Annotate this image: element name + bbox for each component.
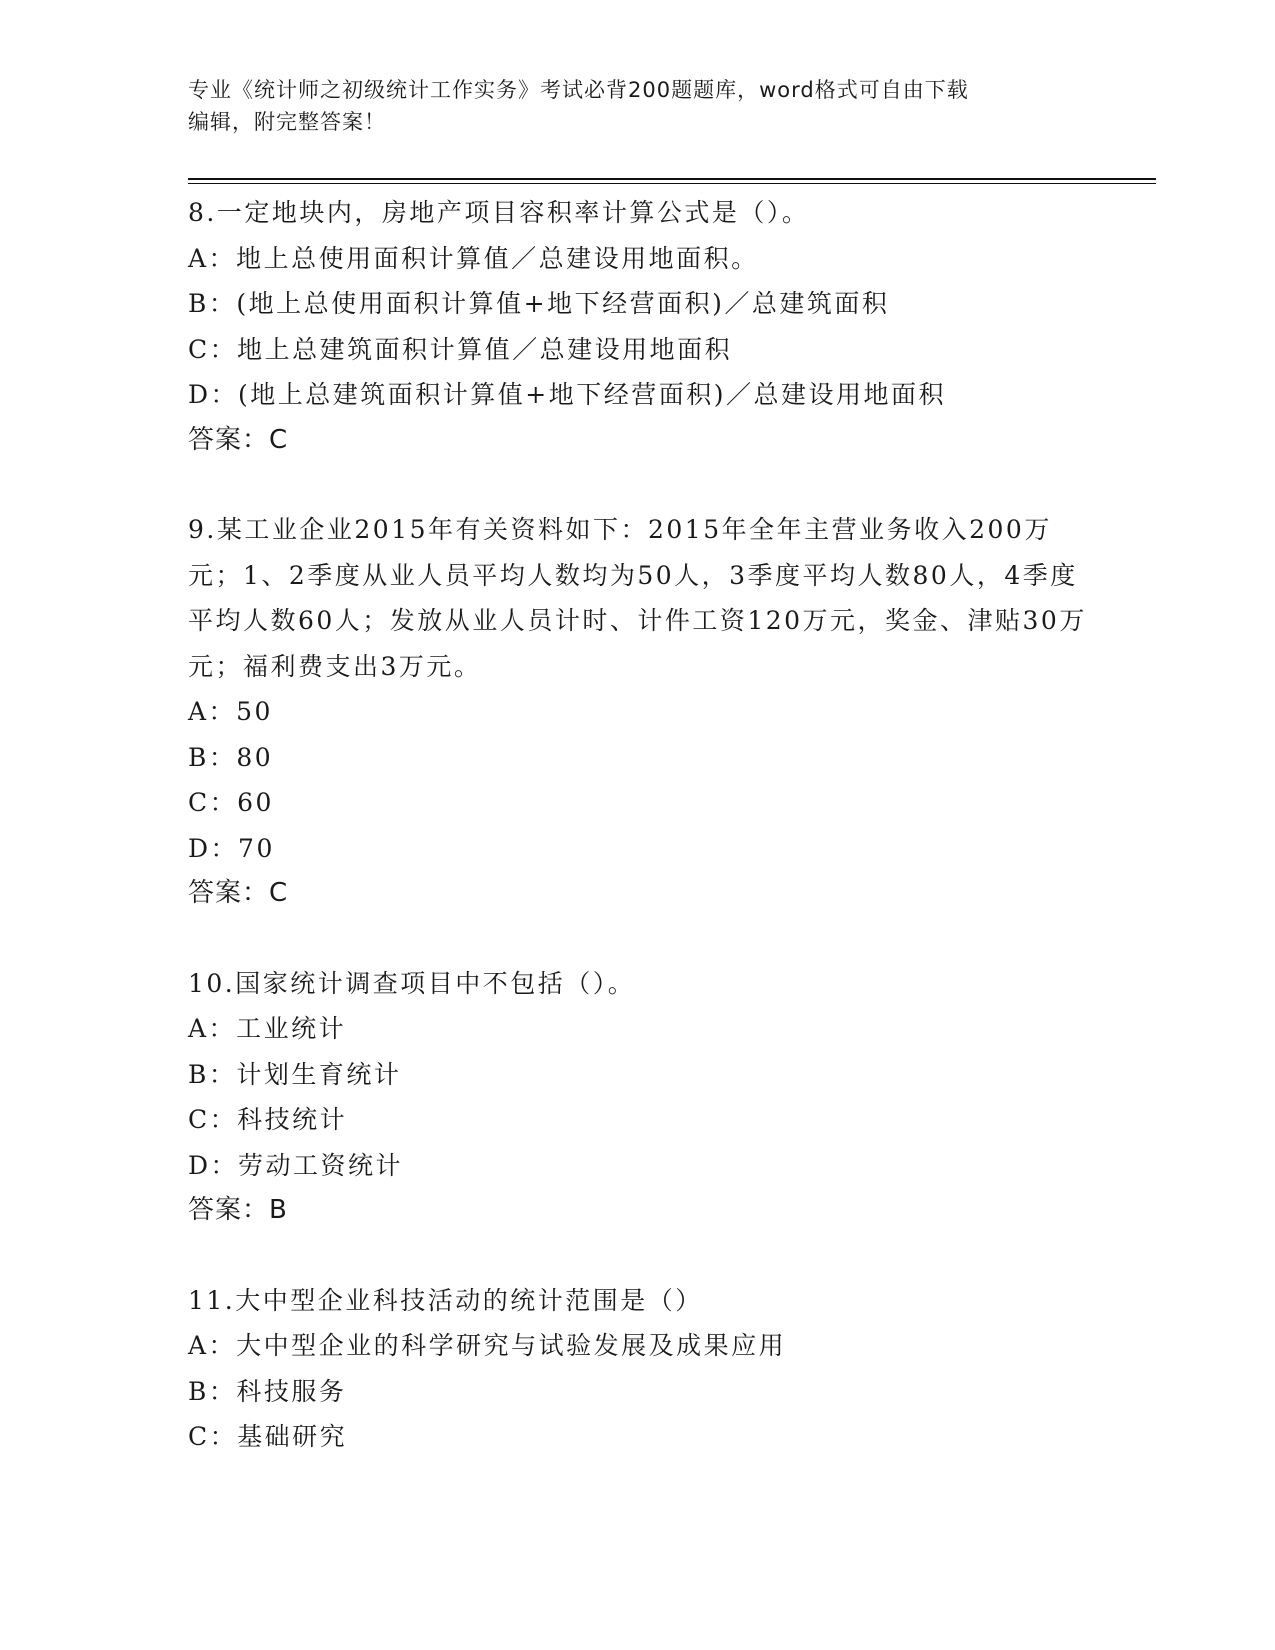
option-d: [188, 826, 1088, 872]
option-key: D：: [188, 380, 239, 409]
question-stem: 8.一定地块内，房地产项目容积率计算公式是（）。: [188, 198, 810, 227]
option-key: B：: [188, 1059, 237, 1089]
option-c: [188, 1097, 1088, 1143]
option-a: [188, 1323, 1088, 1369]
option-b: [188, 1052, 1088, 1098]
option-text: 科技统计: [237, 1105, 348, 1134]
header-line-1: 专业《统计师之初级统计工作实务》考试必背200题题库，word格式可自由下载: [188, 78, 969, 102]
header-line-2: 编辑，附完整答案！: [188, 110, 386, 134]
question-stem: 10.国家统计调查项目中不包括（）。: [188, 968, 636, 998]
option-b: [188, 735, 1088, 781]
option-text: 大中型企业的科学研究与试验发展及成果应用: [236, 1331, 787, 1360]
header-divider-thin: [188, 183, 1156, 184]
option-b: [188, 281, 1088, 327]
answer-line: 答案：C: [188, 878, 289, 908]
option-key: D：: [188, 833, 239, 863]
header-divider-thick: [188, 178, 1156, 180]
option-d: [188, 1143, 1088, 1189]
option-key: C：: [188, 1422, 238, 1451]
option-b: [188, 1369, 1088, 1415]
option-text: (地上总建筑面积计算值+地下经营面积)／总建设用地面积: [238, 380, 947, 409]
option-text: 计划生育统计: [236, 1059, 402, 1089]
option-a: [188, 236, 1088, 282]
question-stem: 11.大中型企业科技活动的统计范围是（）: [188, 1285, 703, 1315]
question-stem: 9.某工业企业2015年有关资料如下：2015年全年主营业务收入200万元；1、2季度从业人员平均人数均为50人，3季度平均人数80人，4季度平均人数60人；发放从业人员计时、计件工资120万元，奖金、津贴30万元；福利费支出3万元。: [188, 515, 1087, 681]
option-text: 80: [236, 742, 274, 772]
answer-line: 答案：C: [188, 424, 289, 455]
option-key: B：: [188, 289, 237, 318]
option-key: A：: [188, 697, 237, 726]
option-c: [188, 1414, 1088, 1460]
option-key: A：: [188, 243, 237, 273]
option-text: 70: [238, 833, 275, 863]
question-9: [188, 507, 1088, 917]
option-key: D：: [188, 1150, 239, 1180]
option-text: 科技服务: [236, 1376, 347, 1406]
question-list: [188, 190, 1088, 1504]
option-a: [188, 689, 1088, 735]
option-text: 60: [237, 788, 274, 817]
option-text: 劳动工资统计: [238, 1150, 404, 1180]
option-a: [188, 1006, 1088, 1052]
option-key: A：: [188, 1014, 237, 1043]
question-8: [188, 190, 1088, 463]
answer-line: 答案：B: [188, 1195, 288, 1225]
question-11: [188, 1278, 1088, 1460]
option-key: A：: [188, 1331, 237, 1360]
document-header: [188, 74, 1088, 138]
option-key: C：: [188, 334, 238, 364]
option-text: 基础研究: [237, 1422, 348, 1451]
option-text: 50: [236, 697, 273, 726]
question-10: [188, 961, 1088, 1234]
option-key: C：: [188, 788, 238, 817]
option-d: [188, 372, 1088, 418]
option-c: [188, 327, 1088, 373]
option-text: (地上总使用面积计算值+地下经营面积)／总建筑面积: [236, 289, 890, 318]
option-key: B：: [188, 1376, 237, 1406]
option-key: B：: [188, 742, 237, 772]
option-key: C：: [188, 1105, 238, 1134]
option-text: 工业统计: [236, 1014, 347, 1043]
option-text: 地上总使用面积计算值／总建设用地面积。: [236, 243, 759, 273]
option-text: 地上总建筑面积计算值／总建设用地面积: [237, 334, 733, 364]
option-c: [188, 780, 1088, 826]
